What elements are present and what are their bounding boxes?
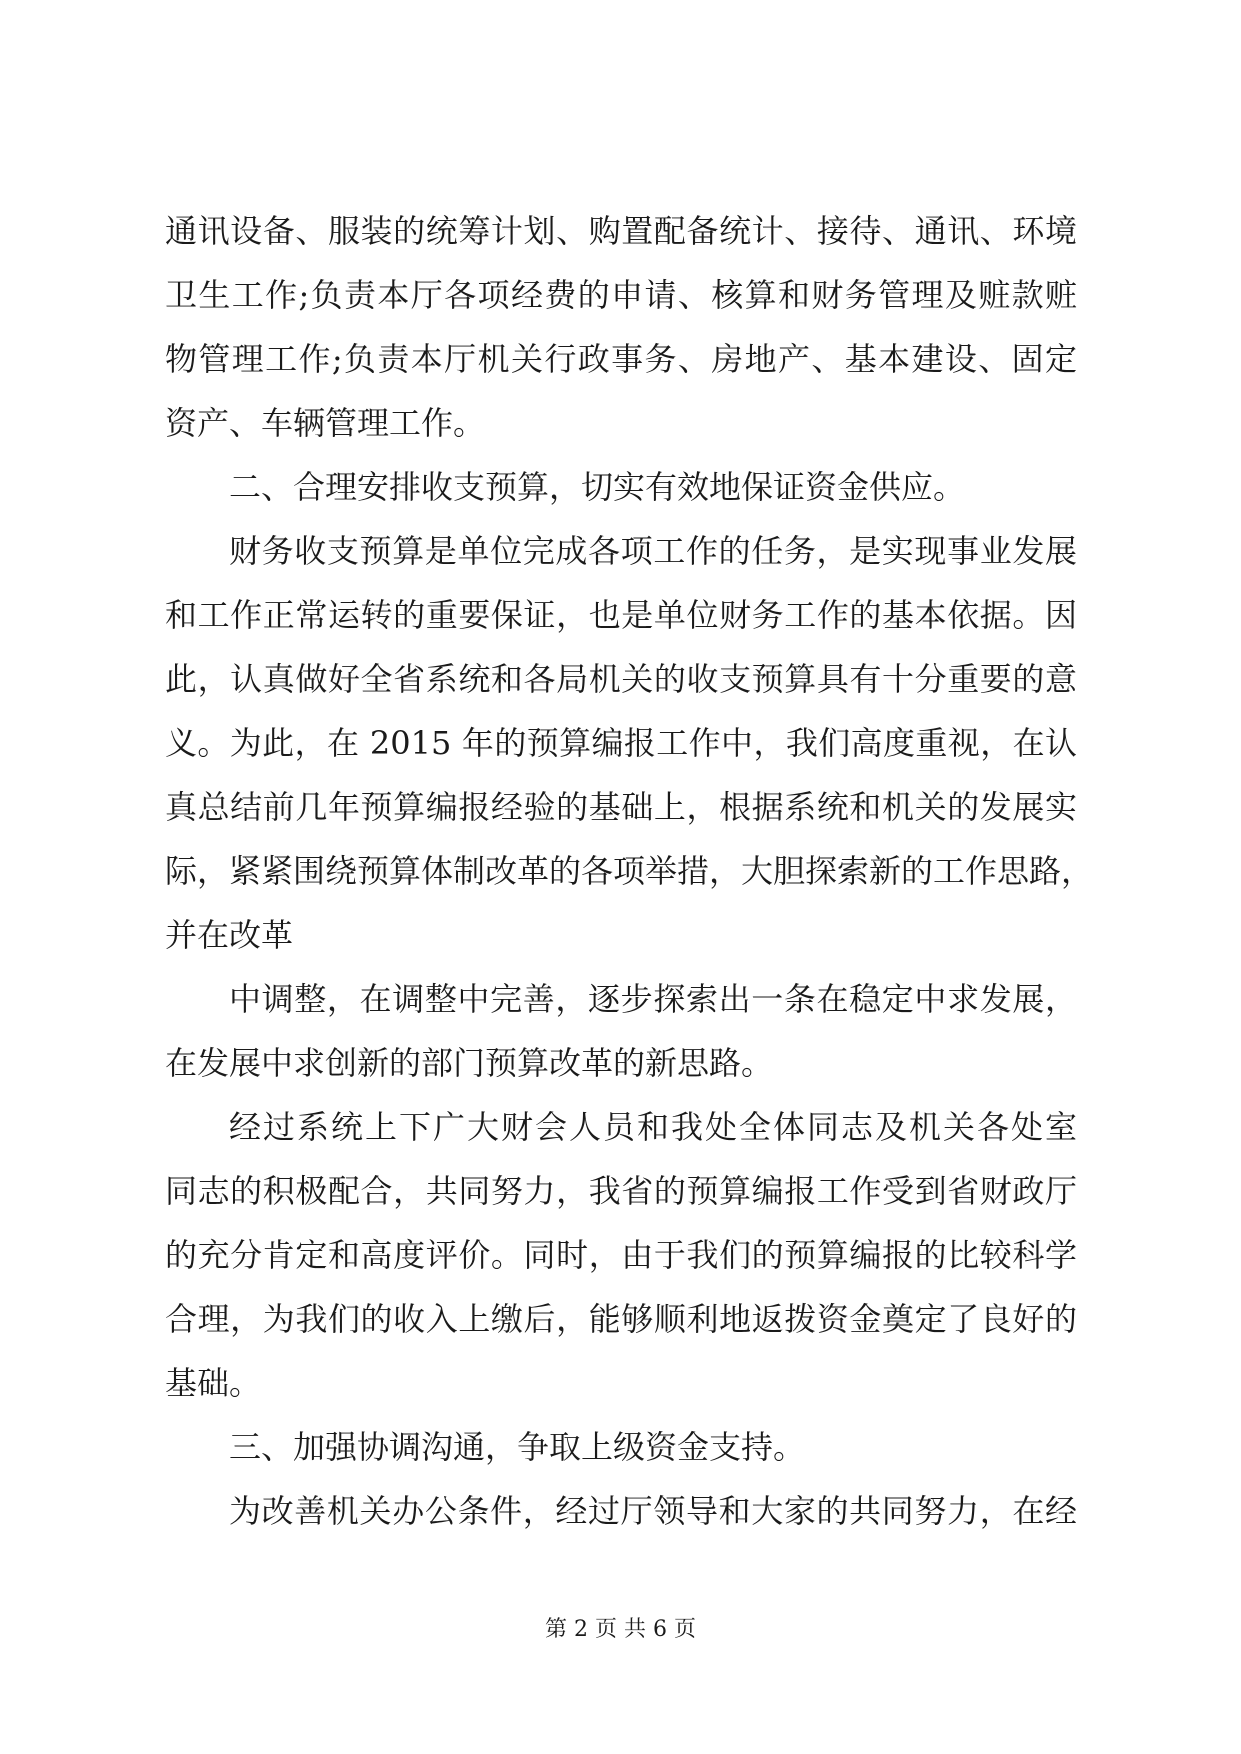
text-line: 通讯设备、服装的统筹计划、购置配备统计、接待、通讯、环境 xyxy=(165,212,1077,250)
text-line: 的充分肯定和高度评价。同时，由于我们的预算编报的比较科学 xyxy=(165,1236,1077,1274)
section-heading: 三、加强协调沟通，争取上级资金支持。 xyxy=(229,1428,806,1466)
text-line: 资产、车辆管理工作。 xyxy=(165,404,486,442)
section-heading: 二、合理安排收支预算，切实有效地保证资金供应。 xyxy=(229,468,966,506)
text-line: 际，紧紧围绕预算体制改革的各项举措，大胆探索新的工作思路， xyxy=(165,852,1094,890)
text-line: 基础。 xyxy=(165,1364,262,1402)
text-line: 在发展中求创新的部门预算改革的新思路。 xyxy=(165,1044,774,1082)
text-line: 和工作正常运转的重要保证，也是单位财务工作的基本依据。因 xyxy=(165,596,1077,634)
text-line: 物管理工作;负责本厅机关行政事务、房地产、基本建设、固定 xyxy=(165,340,1077,378)
text-line: 卫生工作;负责本厅各项经费的申请、核算和财务管理及赃款赃 xyxy=(165,276,1077,314)
text-line: 合理，为我们的收入上缴后，能够顺利地返拨资金奠定了良好的 xyxy=(165,1300,1077,1338)
text-line: 中调整，在调整中完善，逐步探索出一条在稳定中求发展， xyxy=(229,980,1077,1018)
text-line: 并在改革 xyxy=(165,916,294,954)
text-line: 财务收支预算是单位完成各项工作的任务，是实现事业发展 xyxy=(229,532,1077,570)
page-footer: 第 2 页 共 6 页 xyxy=(545,1617,696,1642)
text-line: 此，认真做好全省系统和各局机关的收支预算具有十分重要的意 xyxy=(165,660,1077,698)
text-line: 经过系统上下广大财会人员和我处全体同志及机关各处室 xyxy=(229,1108,1077,1146)
text-line: 同志的积极配合，共同努力，我省的预算编报工作受到省财政厅 xyxy=(165,1172,1077,1210)
text-line: 真总结前几年预算编报经验的基础上，根据系统和机关的发展实 xyxy=(165,788,1077,826)
text-line: 义。为此，在 2015 年的预算编报工作中，我们高度重视，在认 xyxy=(165,724,1077,762)
text-line: 为改善机关办公条件，经过厅领导和大家的共同努力，在经 xyxy=(229,1492,1077,1530)
